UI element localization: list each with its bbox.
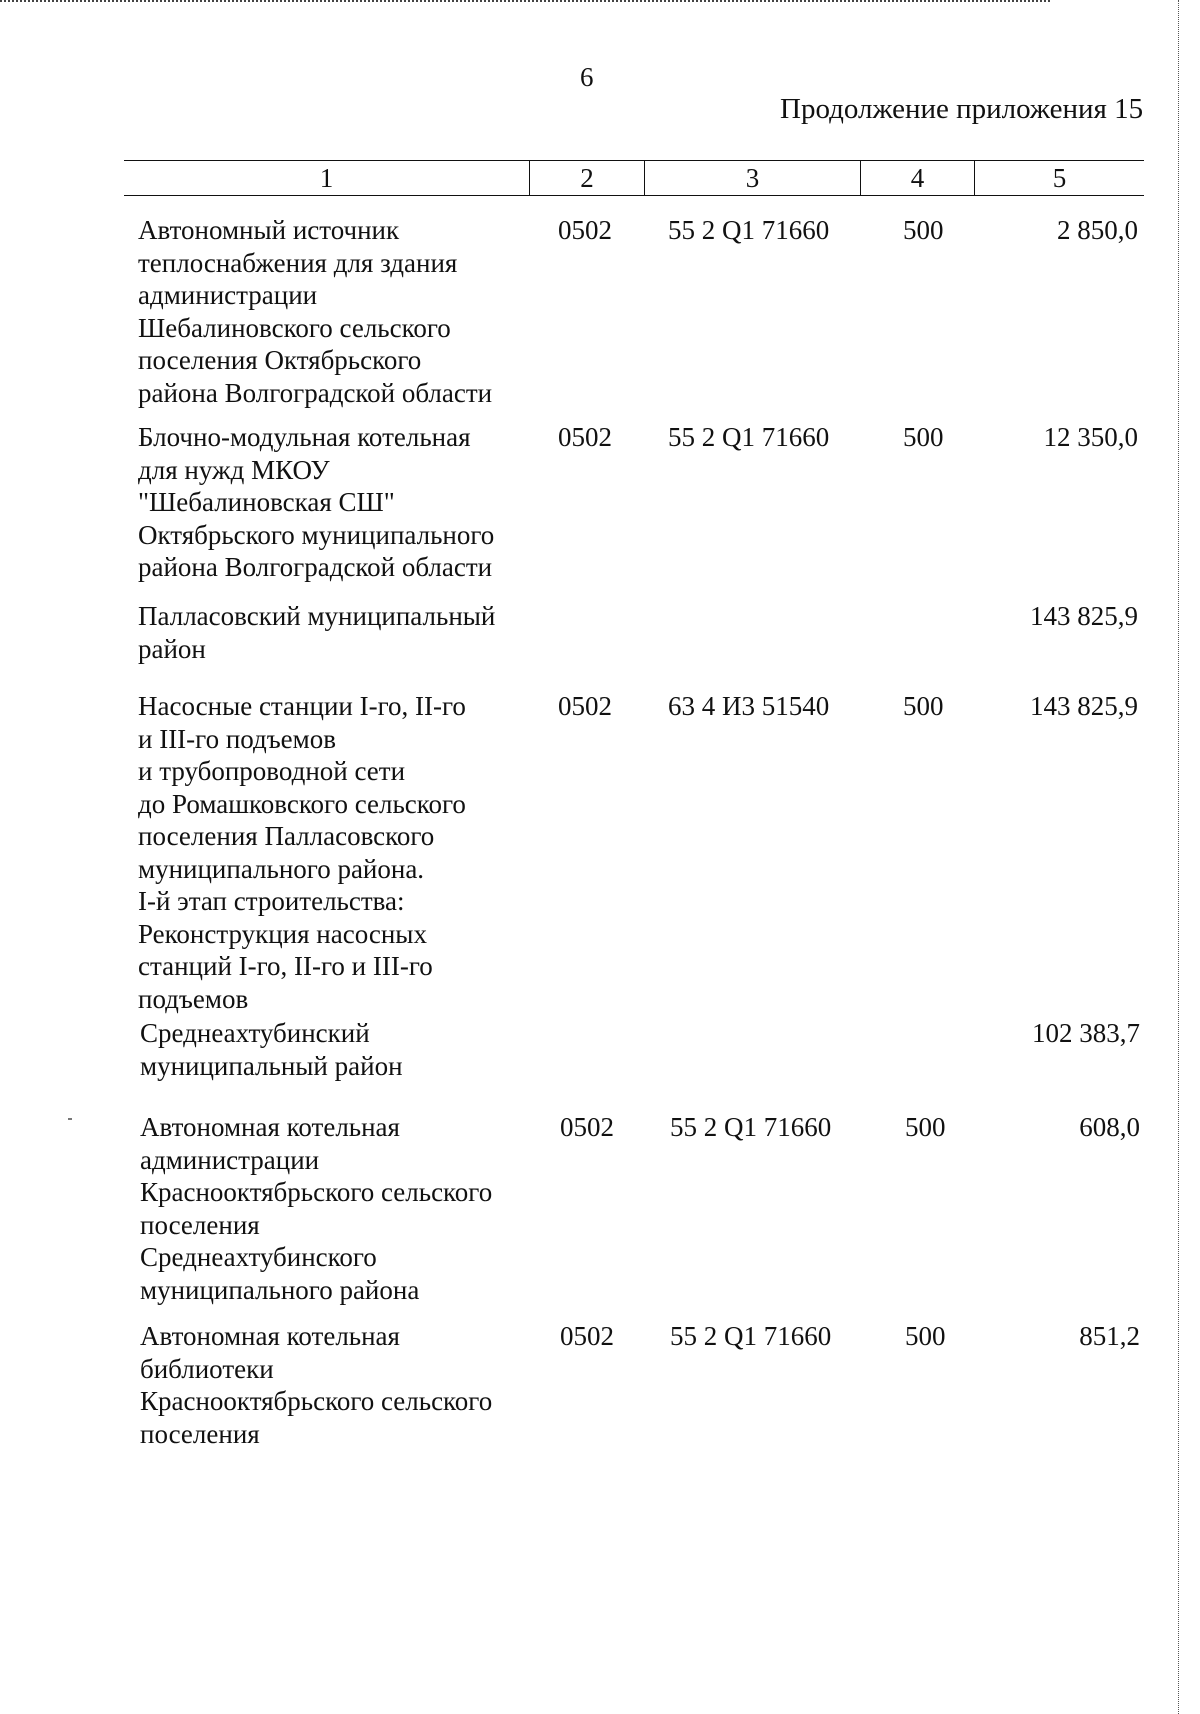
row-amount: 851,2 <box>1079 1321 1140 1351</box>
row-target-code: 55 2 Q1 71660 <box>670 1321 832 1351</box>
row-name-line: администрации <box>138 280 318 310</box>
row-amount: 608,0 <box>1079 1112 1140 1142</box>
row-name <box>138 690 538 1015</box>
row-expense-type: 500 <box>903 691 944 721</box>
row-name-line: Среднеахтубинского <box>140 1242 377 1272</box>
row-name-line: район <box>138 633 206 664</box>
row-name-line: поселения <box>140 1209 260 1240</box>
table-header-row <box>124 160 1144 196</box>
scan-edge-right <box>1178 0 1179 1714</box>
row-name-line: поселения <box>140 1418 260 1449</box>
row-name-line: до Ромашковского сельского <box>138 788 466 819</box>
row-name <box>138 214 538 409</box>
row-name <box>140 1017 540 1082</box>
row-name <box>138 421 538 584</box>
row-name <box>140 1111 540 1306</box>
row-name-line: Среднеахтубинский <box>140 1018 370 1048</box>
row-target-code: 55 2 Q1 71660 <box>670 1112 832 1142</box>
row-name-line: муниципального района <box>140 1274 420 1305</box>
row-target-code: 63 4 И3 51540 <box>668 691 830 721</box>
row-name-line: Шебалиновского сельского <box>138 312 451 343</box>
row-expense-type: 500 <box>903 422 944 452</box>
row-name-line: подъемов <box>138 983 249 1014</box>
row-name-line: Насосные станции I-го, II-го <box>138 691 466 721</box>
row-amount: 143 825,9 <box>1030 691 1138 721</box>
row-section-code: 0502 <box>560 1321 614 1351</box>
row-name-line: муниципального района. <box>138 853 425 884</box>
header-cell-4: 4 <box>860 161 974 195</box>
row-section-code: 0502 <box>560 1112 614 1142</box>
row-name-line: муниципальный район <box>140 1050 403 1081</box>
row-name-line: поселения Палласовского <box>138 821 435 851</box>
scan-edge-top <box>0 0 1050 2</box>
row-name-line: Краснооктябрьского сельского <box>140 1386 493 1416</box>
row-name-line: и III-го подъемов <box>138 723 337 754</box>
header-cell-1: 1 <box>319 163 334 193</box>
row-name <box>140 1320 540 1450</box>
row-name-line: библиотеки <box>140 1353 274 1384</box>
continuation-title: Продолжение приложения 15 <box>780 93 1144 125</box>
row-target-code: 55 2 Q1 71660 <box>668 422 830 452</box>
row-section-code: 0502 <box>558 215 612 245</box>
row-name-line: и трубопроводной сети <box>138 756 406 786</box>
row-amount: 102 383,7 <box>1032 1018 1140 1048</box>
row-name-line: для нужд МКОУ <box>138 454 330 485</box>
row-expense-type: 500 <box>905 1321 946 1351</box>
row-name-line: станций I-го, II-го и III-го <box>138 951 433 981</box>
row-name-line: теплоснабжения для здания <box>138 247 458 278</box>
row-target-code: 55 2 Q1 71660 <box>668 215 830 245</box>
row-name-line: Автономная котельная <box>140 1112 400 1142</box>
row-name-line: Палласовский муниципальный <box>138 601 496 631</box>
row-name-line: Реконструкция насосных <box>138 918 427 949</box>
row-section-code: 0502 <box>558 691 612 721</box>
header-cell-5: 5 <box>974 161 1144 195</box>
header-cell-3: 3 <box>644 161 860 195</box>
row-name-line: района Волгоградской области <box>138 377 493 408</box>
row-name-line: администрации <box>140 1144 320 1175</box>
row-expense-type: 500 <box>905 1112 946 1142</box>
row-name-line: района Волгоградской области <box>138 552 493 582</box>
page-number: 6 <box>580 62 594 92</box>
row-expense-type: 500 <box>903 215 944 245</box>
row-name-line: "Шебалиновская СШ" <box>138 487 395 517</box>
row-amount: 12 350,0 <box>1043 422 1138 452</box>
row-name <box>138 600 538 665</box>
row-name-line: Автономная котельная <box>140 1321 400 1351</box>
scan-speck <box>68 1118 72 1120</box>
header-cell-2: 2 <box>529 161 644 195</box>
row-name-line: Октябрьского муниципального <box>138 519 495 550</box>
row-amount: 143 825,9 <box>1030 601 1138 631</box>
row-name-line: Блочно-модульная котельная <box>138 422 471 452</box>
row-amount: 2 850,0 <box>1057 215 1138 245</box>
row-name-line: Автономный источник <box>138 215 400 245</box>
row-name-line: I-й этап строительства: <box>138 886 405 916</box>
row-name-line: Краснооктябрьского сельского <box>140 1177 493 1207</box>
row-name-line: поселения Октябрьского <box>138 345 422 375</box>
row-section-code: 0502 <box>558 422 612 452</box>
